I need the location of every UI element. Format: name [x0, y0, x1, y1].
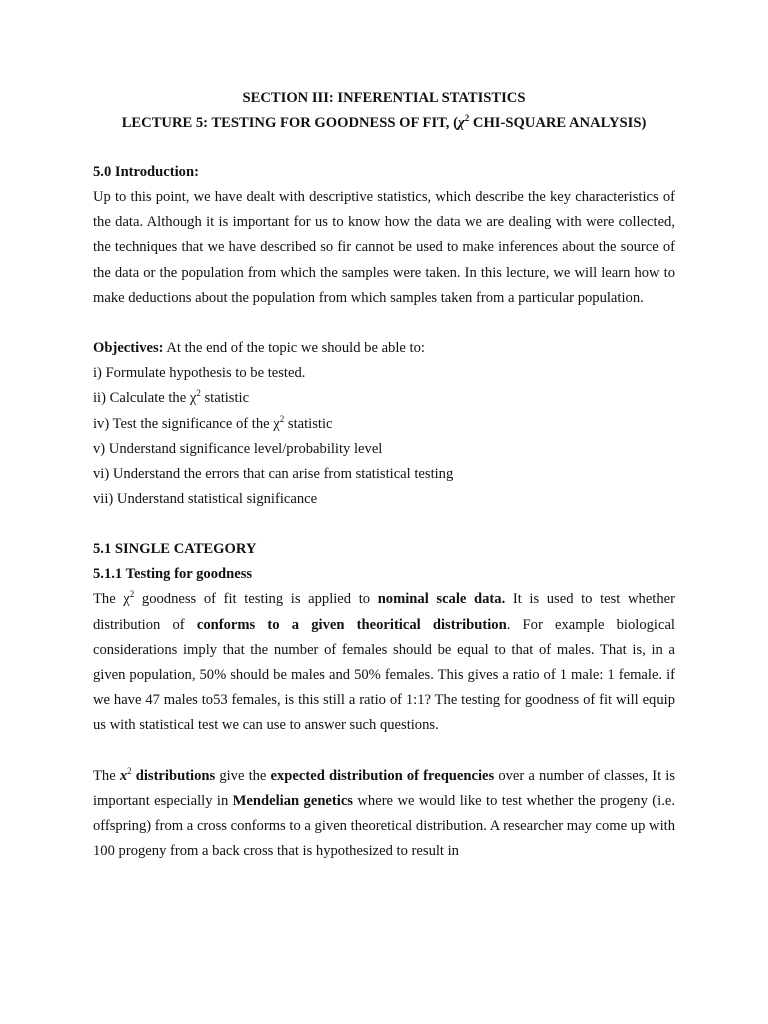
intro-heading: 5.0 Introduction:: [93, 164, 199, 180]
lecture-title: [93, 111, 675, 136]
objectives-lead: [93, 336, 675, 361]
objective-item: i) Formulate hypothesis to be tested.: [93, 365, 306, 382]
objective-item: iv) Test the significance of the $\chi^2$ statistic: [93, 413, 333, 432]
chi-symbol: χ: [457, 115, 465, 131]
superscript: 2: [464, 113, 470, 124]
document-page: [93, 86, 675, 864]
chi-symbol: x: [119, 767, 128, 784]
section-title: SECTION III: INFERENTIAL STATISTICS: [242, 90, 526, 106]
section-5-1-heading: 5.1 SINGLE CATEGORY: [93, 541, 257, 558]
objective-item: v) Understand significance level/probability level: [93, 440, 383, 457]
lecture-title-part-1: LECTURE 5: TESTING FOR GOODNESS OF FIT, (: [121, 115, 458, 131]
objective-item: vii) Understand statistical significance: [93, 491, 318, 508]
lecture-title-part-2: CHI-SQUARE ANALYSIS): [469, 115, 647, 131]
objective-item: ii) Calculate the $\chi^2$ statistic: [93, 388, 250, 407]
goodness-paragraph: The $\chi^2$ goodness of fit testing is applied to nominal scale data. It is used to test whether distribution of conforms to a given theoritical distribution. For example biological considerations imply that the number of females should be equal to that of males. That is, in a given population, 50% should be males and 50% females. This gives a ratio of 1 male: 1 female. if we have 47 males to53 females, is this still a ratio of 1:1? The testing for goodness of fit will equip us with statistical test we can use to answer such questions.: [93, 589, 675, 734]
objectives-lead-text: At the end of the topic we should be able to:: [163, 340, 425, 357]
section-5-1-1-heading: 5.1.1 Testing for goodness: [93, 566, 253, 583]
objectives-label: Objectives:: [93, 340, 164, 357]
distribution-paragraph: The $x^2$ distributions give the expected distribution of frequencies over a number of classes, It is important especially in Mendelian genetics where we would like to test whether the progeny (i.e. offspring) from a cross conforms to a given theoretical distribution. A researcher may come up with 100 progeny from a back cross that is hypothesized to result in: [93, 765, 675, 860]
objective-item: vi) Understand the errors that can arise from statistical testing: [93, 466, 454, 483]
intro-paragraph: Up to this point, we have dealt with descriptive statistics, which describe the key characteristics of the data. Although it is important for us to know how the data we are dealing with were collected, the techniques that we have described so fir cannot be used to make inferences about the source of the data or the population from which the samples were taken. In this lecture, we will learn how to make deductions about the population from which samples taken from a particular population.: [93, 189, 675, 306]
